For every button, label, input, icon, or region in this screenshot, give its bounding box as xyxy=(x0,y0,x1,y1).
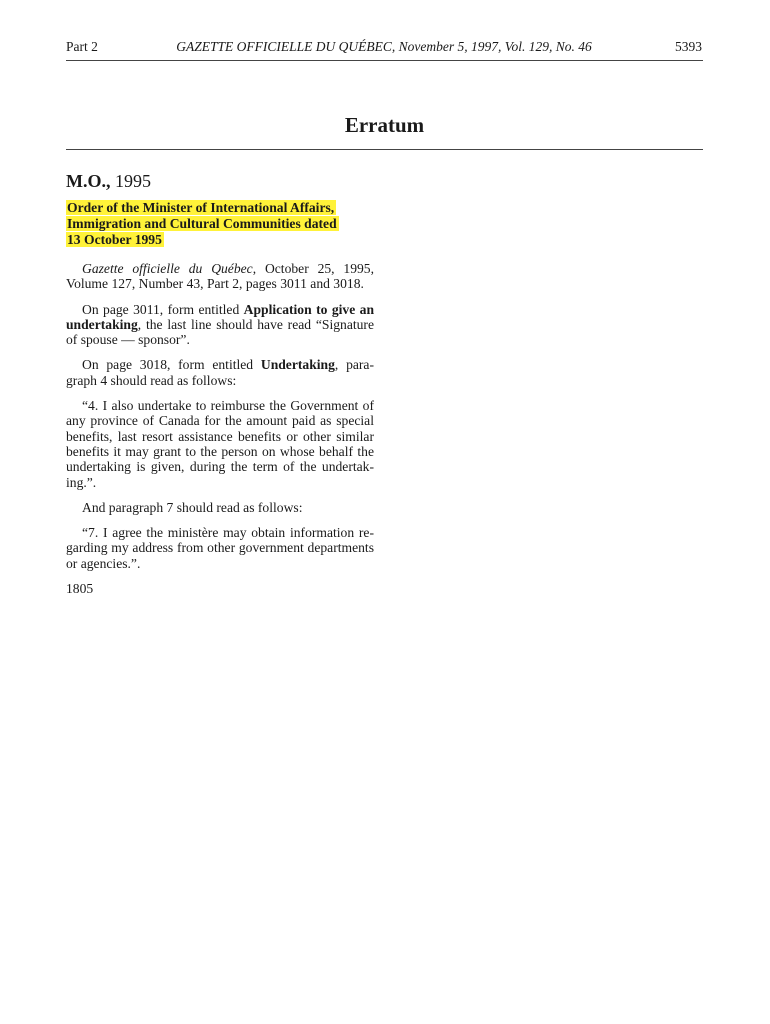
form-name-undertaking: Undertaking xyxy=(260,357,335,373)
gazette-citation-details: , October 25, 1995, Volume 127, Number 43, Part 2, pages 3011 and 3018. xyxy=(66,261,374,292)
correction-3018-tail: , paragraph 4 should read as follows: xyxy=(66,357,374,388)
publication-line: GAZETTE OFFICIELLE DU QUÉBEC, November 5, 1997, Vol. 129, No. 46 xyxy=(176,39,592,54)
paragraph-4-text: “4. I also undertake to reimburse the Government of any province of Canada for the amount paid as special benefits, last resort assistance benefits or other similar benefits it may grant to the person on whose behalf the undertaking is given, during the term of the undertaking.”. xyxy=(66,398,374,490)
correction-3011-tail: , the last line should have read “Signature of spouse — sponsor”. xyxy=(66,316,374,348)
document-number: 1805 xyxy=(66,581,94,597)
header-rule xyxy=(66,60,703,61)
order-heading xyxy=(66,170,374,192)
paragraph-7-text: “7. I agree the ministère may obtain information regarding my address from other government departments or agencies.”. xyxy=(66,525,374,571)
page-number: 5393 xyxy=(675,39,702,54)
correction-paragraph-3011 xyxy=(66,302,374,348)
section-title: Erratum xyxy=(344,113,425,137)
correction-paragraph-3018 xyxy=(66,357,374,388)
order-title-line-1: Order of the Minister of International Affairs, xyxy=(67,200,335,215)
gazette-citation-title: Gazette officielle du Québec xyxy=(82,261,253,276)
form-name-application: Application to give an undertaking xyxy=(66,301,375,332)
order-title-line-3: 13 October 1995 xyxy=(67,232,162,247)
order-title-line-2: Immigration and Cultural Communities dated xyxy=(67,216,337,231)
order-heading-label: M.O., xyxy=(66,171,111,191)
correction-3018-lead: On page 3018, form entitled xyxy=(82,357,261,373)
correction-3011-lead: On page 3011, form entitled xyxy=(82,301,244,317)
order-title xyxy=(66,200,374,248)
order-heading-year: 1995 xyxy=(110,171,151,191)
paragraph-7-intro: And paragraph 7 should read as follows: xyxy=(82,499,303,515)
running-header xyxy=(66,38,702,60)
part-label: Part 2 xyxy=(66,39,98,54)
citation-paragraph xyxy=(66,261,374,292)
text-column xyxy=(66,170,374,596)
section-rule xyxy=(66,149,703,150)
